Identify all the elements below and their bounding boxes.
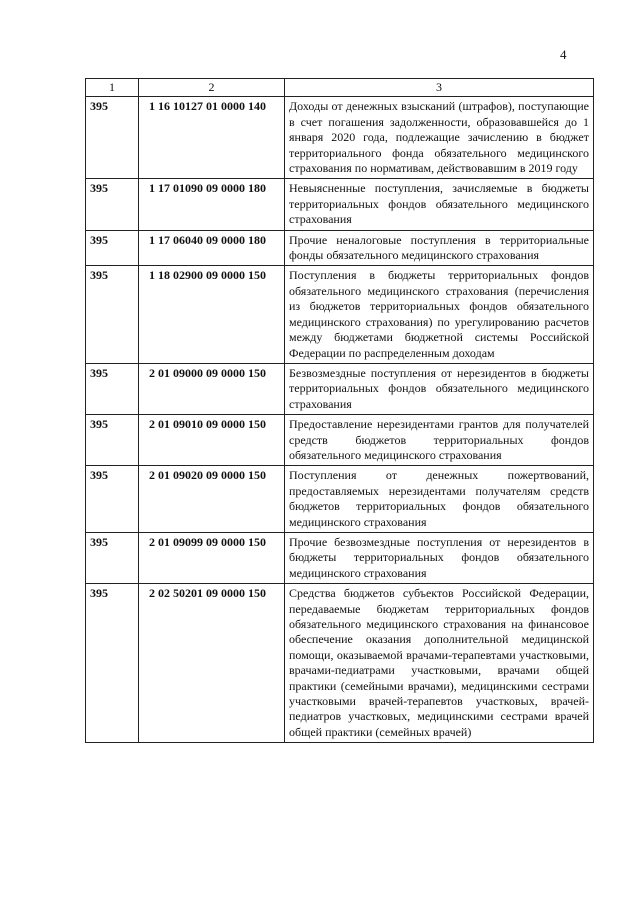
page-number: 4 (560, 47, 567, 62)
budget-code-cell: 1 17 01090 09 0000 180 (139, 179, 285, 230)
budget-classification-table (85, 78, 594, 743)
admin-code-cell: 395 (86, 415, 139, 466)
admin-code-cell: 395 (86, 532, 139, 583)
income-name-cell: Доходы от денежных взысканий (штрафов), поступающие в счет погашения задолженности, образовавшейся до 1 января 2020 года, подлежащие зачислению в бюджет территориального фонда обязательного медицинского страхования по нормативам, действовавшим в 2019 году (285, 97, 594, 179)
budget-code-cell: 2 01 09020 09 0000 150 (139, 466, 285, 533)
table-row (86, 179, 594, 230)
table-row (86, 584, 594, 743)
admin-code-cell: 395 (86, 584, 139, 743)
column-header-2: 2 (139, 79, 285, 97)
table-row (86, 466, 594, 533)
budget-code-cell: 1 17 06040 09 0000 180 (139, 230, 285, 266)
admin-code-cell: 395 (86, 266, 139, 363)
income-name-cell: Невыясненные поступления, зачисляемые в бюджеты территориальных фондов обязательного медицинского страхования (285, 179, 594, 230)
budget-code-cell: 2 02 50201 09 0000 150 (139, 584, 285, 743)
budget-code-cell: 1 16 10127 01 0000 140 (139, 97, 285, 179)
budget-code-cell: 2 01 09000 09 0000 150 (139, 363, 285, 414)
income-name-cell: Прочие неналоговые поступления в территориальные фонды обязательного медицинского страхования (285, 230, 594, 266)
income-name-cell: Средства бюджетов субъектов Российской Федерации, передаваемые бюджетам территориальных фондов обязательного медицинского страхования на финансовое обеспечение оказания дополнительной медицинской помощи, оказываемой врачами-терапевтами участковыми, врачами-педиатрами участковыми, врачами общей практики (семейными врачами), медицинскими сестрами участковыми врачей-терапевтов участковых, врачей-педиатров участковых, медицинскими сестрами врачей общей практики (семейных врачей) (285, 584, 594, 743)
budget-code-cell: 2 01 09010 09 0000 150 (139, 415, 285, 466)
budget-code-cell: 2 01 09099 09 0000 150 (139, 532, 285, 583)
column-header-3: 3 (285, 79, 594, 97)
table-header-row (86, 79, 594, 97)
column-header-1: 1 (86, 79, 139, 97)
income-name-cell: Поступления от денежных пожертвований, предоставляемых нерезидентами получателям средств бюджетов территориальных фондов обязательного медицинского страхования (285, 466, 594, 533)
income-name-cell: Прочие безвозмездные поступления от нерезидентов в бюджеты территориальных фондов обязательного медицинского страхования (285, 532, 594, 583)
budget-code-cell: 1 18 02900 09 0000 150 (139, 266, 285, 363)
admin-code-cell: 395 (86, 466, 139, 533)
table-row (86, 230, 594, 266)
admin-code-cell: 395 (86, 363, 139, 414)
table-row (86, 266, 594, 363)
admin-code-cell: 395 (86, 179, 139, 230)
income-name-cell: Предоставление нерезидентами грантов для получателей средств бюджетов территориальных фондов обязательного медицинского страхования (285, 415, 594, 466)
table-row (86, 532, 594, 583)
admin-code-cell: 395 (86, 97, 139, 179)
income-name-cell: Поступления в бюджеты территориальных фондов обязательного медицинского страхования (перечисления из бюджетов территориальных фондов обязательного медицинского страхования) по урегулированию расчетов между бюджетами бюджетной системы Российской Федерации по распределенным доходам (285, 266, 594, 363)
admin-code-cell: 395 (86, 230, 139, 266)
income-name-cell: Безвозмездные поступления от нерезидентов в бюджеты территориальных фондов обязательного медицинского страхования (285, 363, 594, 414)
table-row (86, 363, 594, 414)
table-row (86, 415, 594, 466)
table-row (86, 97, 594, 179)
